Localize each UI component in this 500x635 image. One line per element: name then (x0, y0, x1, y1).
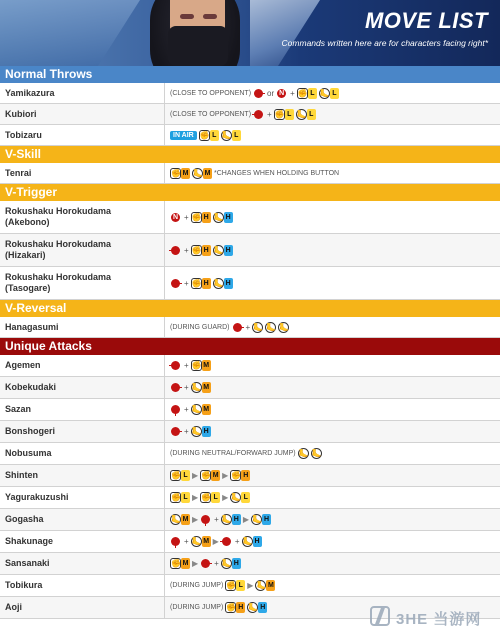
move-name: Rokushaku Horokudama (Tasogare) (0, 267, 165, 299)
down-direction-icon (200, 514, 212, 525)
in-air-badge: IN AIR (170, 131, 197, 140)
heavy-punch-icon: ✊ H (191, 212, 209, 222)
move-row-tobizaru (0, 125, 500, 146)
watermark-logo (370, 604, 498, 630)
logo-icon (370, 606, 390, 626)
light-punch-icon: ✊ L (297, 88, 317, 99)
light-punch-icon: ✊ L (199, 130, 219, 141)
medium-punch-icon: ✊ M (171, 168, 189, 178)
neutral-direction-icon (276, 88, 288, 99)
heavy-punch-icon: ✊ H (226, 603, 244, 612)
heavy-punch-icon: ✊ H (191, 245, 209, 255)
section-v-trigger: V-Trigger (0, 184, 500, 201)
move-command (165, 421, 500, 442)
move-command (165, 125, 500, 145)
move-row-yamikazura (0, 83, 500, 104)
plus-icon: + (184, 405, 189, 414)
light-kick-icon: 🦶 L (230, 492, 250, 503)
light-kick-icon: 🦶 L (221, 130, 241, 141)
move-row-sansanaki (0, 553, 500, 575)
next-arrow-icon: ▶ (192, 559, 199, 568)
watermark-text: 3HE 当游网 (396, 611, 482, 628)
move-note: (CLOSE TO OPPONENT) (170, 89, 252, 97)
page-title: MOVE LIST (364, 8, 488, 33)
next-arrow-icon: ▶ (242, 515, 249, 524)
move-command (165, 163, 500, 183)
section-rows (0, 355, 500, 619)
section-rows (0, 317, 500, 338)
move-command (165, 399, 500, 420)
move-row-gogasha (0, 509, 500, 531)
medium-kick-icon: 🦶 M (191, 537, 210, 546)
move-command (165, 267, 500, 299)
medium-kick-icon: 🦶 M (171, 515, 189, 524)
move-command (165, 201, 500, 233)
heavy-kick-icon: 🦶 H (221, 559, 239, 568)
next-arrow-icon: ▶ (192, 515, 199, 524)
section-v-skill: V-Skill (0, 146, 500, 163)
move-row-kubiori (0, 104, 500, 125)
move-note: (DURING JUMP) (170, 582, 224, 589)
heavy-kick-icon: 🦶 H (191, 427, 209, 436)
heavy-punch-icon: ✊ H (231, 471, 249, 480)
heavy-kick-icon: 🦶 H (213, 278, 231, 288)
page-subtitle: Commands written here are for characters facing right* (281, 38, 488, 48)
section-v-reversal: V-Reversal (0, 300, 500, 317)
medium-punch-icon: ✊ M (191, 361, 210, 370)
move-row-sazan (0, 399, 500, 421)
down-direction-icon (170, 404, 182, 415)
kick-icon: 🦶 (298, 449, 309, 458)
forward-direction-icon (170, 382, 182, 393)
move-name: Aoji (0, 597, 165, 618)
character-mask (168, 26, 228, 66)
move-name: Kobekudaki (0, 377, 165, 398)
light-kick-icon: 🦶 L (319, 88, 339, 99)
forward-direction-icon (170, 278, 182, 289)
medium-kick-icon: 🦶 M (191, 383, 210, 392)
move-row-yagurakuzushi (0, 487, 500, 509)
move-command (165, 575, 500, 596)
move-row-agemen (0, 355, 500, 377)
plus-icon: + (184, 427, 189, 436)
plus-icon: + (267, 109, 272, 119)
move-name: Yagurakuzushi (0, 487, 165, 508)
move-command (165, 487, 500, 508)
move-row-tobikura (0, 575, 500, 597)
light-kick-icon: 🦶 L (296, 109, 316, 120)
character-eye (203, 14, 217, 19)
next-arrow-icon: ▶ (222, 471, 229, 480)
header-banner (0, 0, 500, 66)
heavy-kick-icon: 🦶 H (213, 245, 231, 255)
kick-icon: 🦶 (311, 449, 322, 458)
next-arrow-icon: ▶ (212, 537, 219, 546)
move-name: Tobizaru (0, 125, 165, 145)
light-punch-icon: ✊ L (274, 109, 294, 120)
heavy-kick-icon: 🦶 H (242, 537, 260, 546)
plus-icon: + (184, 278, 189, 288)
move-row-shakunage (0, 531, 500, 553)
kick-icon: 🦶 (266, 322, 277, 332)
next-arrow-icon: ▶ (192, 493, 199, 502)
heavy-kick-icon: 🦶 H (213, 212, 231, 222)
move-name: Bonshogeri (0, 421, 165, 442)
heavy-punch-icon: ✊ H (191, 278, 209, 288)
move-note: (DURING NEUTRAL/FORWARD JUMP) (170, 450, 296, 457)
forward-direction-icon (253, 88, 265, 99)
move-row-hanagasumi (0, 317, 500, 338)
move-name: Sansanaki (0, 553, 165, 574)
plus-icon: + (184, 245, 189, 255)
plus-icon: + (290, 88, 295, 98)
move-name: Sazan (0, 399, 165, 420)
kick-icon: 🦶 (253, 322, 264, 332)
move-row-kobekudaki (0, 377, 500, 399)
move-row-tenrai (0, 163, 500, 184)
forward-direction-icon (232, 322, 244, 333)
move-command (165, 531, 500, 552)
down-direction-icon (170, 536, 182, 547)
plus-icon: + (245, 322, 251, 332)
banner-texture (0, 0, 140, 66)
move-name: Rokushaku Horokudama (Akebono) (0, 201, 165, 233)
plus-icon: + (184, 361, 189, 370)
medium-kick-icon: 🦶 M (256, 581, 274, 590)
heavy-kick-icon: 🦶 H (221, 515, 239, 524)
or-label: or (267, 88, 275, 98)
forward-direction-icon (170, 426, 182, 437)
light-punch-icon: ✊ L (200, 492, 220, 503)
next-arrow-icon: ▶ (192, 471, 199, 480)
move-name: Nobusuma (0, 443, 165, 464)
move-command (165, 317, 500, 337)
move-name: Yamikazura (0, 83, 165, 103)
move-command (165, 465, 500, 486)
plus-icon: + (184, 537, 189, 546)
move-name: Rokushaku Horokudama (Hizakari) (0, 234, 165, 266)
move-row-akebono (0, 201, 500, 234)
move-command (165, 377, 500, 398)
move-name: Shinten (0, 465, 165, 486)
move-note: *CHANGES WHEN HOLDING BUTTON (214, 169, 340, 177)
heavy-kick-icon: 🦶 H (248, 603, 266, 612)
plus-icon: + (214, 515, 219, 524)
move-name: Agemen (0, 355, 165, 376)
medium-kick-icon: 🦶 M (193, 168, 211, 178)
move-command (165, 234, 500, 266)
next-arrow-icon: ▶ (222, 493, 229, 502)
section-unique-attacks: Unique Attacks (0, 338, 500, 355)
move-row-bonshogeri (0, 421, 500, 443)
next-arrow-icon: ▶ (247, 581, 254, 590)
light-punch-icon: ✊ L (170, 492, 190, 503)
light-punch-icon: ✊ L (225, 580, 245, 591)
medium-kick-icon: 🦶 M (191, 405, 210, 414)
move-command (165, 83, 500, 103)
move-name: Shakunage (0, 531, 165, 552)
section-rows (0, 83, 500, 146)
plus-icon: + (184, 383, 189, 392)
section-normal-throws: Normal Throws (0, 66, 500, 83)
heavy-kick-icon: 🦶 H (251, 515, 270, 524)
light-punch-icon: ✊ L (170, 470, 190, 481)
medium-punch-icon: ✊ M (201, 471, 219, 480)
move-row-nobusuma (0, 443, 500, 465)
move-command (165, 509, 500, 530)
move-command (165, 553, 500, 574)
character-eye (180, 14, 194, 19)
back-direction-icon (221, 536, 233, 547)
section-rows (0, 163, 500, 184)
back-direction-icon (253, 109, 265, 120)
back-direction-icon (170, 360, 182, 371)
move-name: Hanagasumi (0, 317, 165, 337)
move-row-shinten (0, 465, 500, 487)
plus-icon: + (214, 559, 219, 568)
neutral-direction-icon (170, 212, 182, 223)
forward-direction-icon (200, 558, 212, 569)
medium-punch-icon: ✊ M (171, 559, 189, 568)
move-command (165, 443, 500, 464)
move-row-hizakari (0, 234, 500, 267)
move-name: Tobikura (0, 575, 165, 596)
section-rows (0, 201, 500, 300)
move-row-tasogare (0, 267, 500, 300)
move-list-table (0, 66, 500, 619)
move-command (165, 355, 500, 376)
move-note: (DURING JUMP) (170, 604, 224, 611)
character-scarf (250, 0, 320, 66)
plus-icon: + (234, 537, 240, 546)
move-note: (CLOSE TO OPPONENT) (170, 110, 252, 118)
move-note: (DURING GUARD) (170, 323, 230, 331)
plus-icon: + (184, 212, 189, 222)
back-direction-icon (170, 245, 182, 256)
kick-icon: 🦶 (279, 322, 290, 332)
move-command (165, 104, 500, 124)
move-name: Tenrai (0, 163, 165, 183)
move-name: Kubiori (0, 104, 165, 124)
move-name: Gogasha (0, 509, 165, 530)
